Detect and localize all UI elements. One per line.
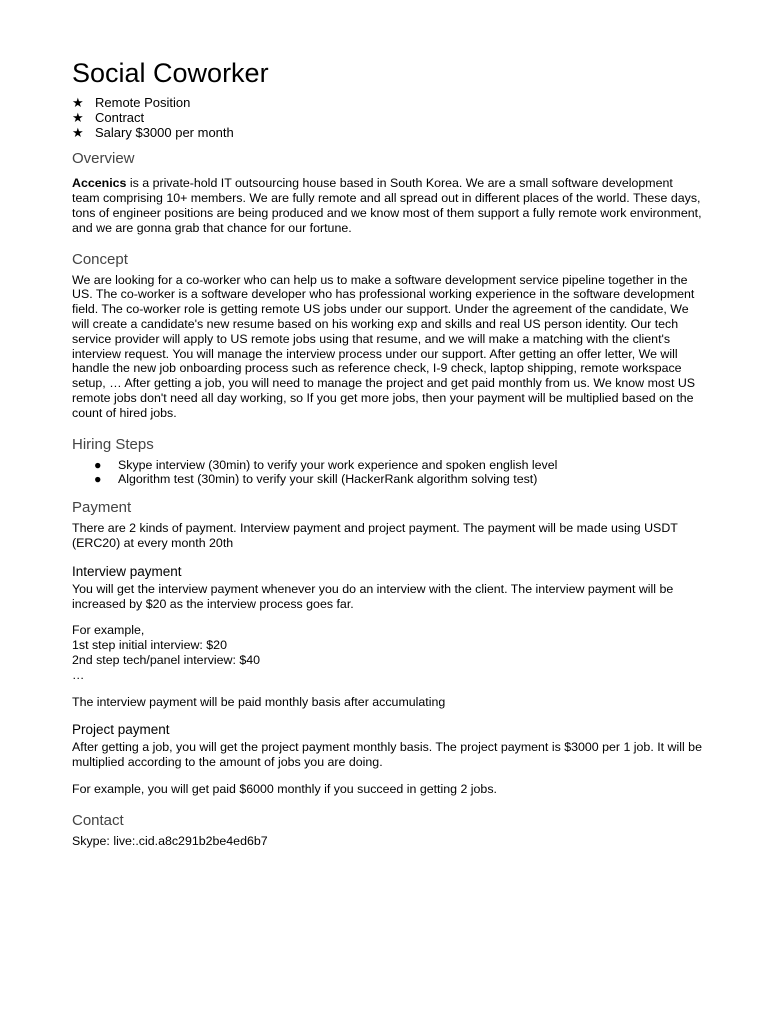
hiring-steps-heading: Hiring Steps — [72, 435, 154, 453]
contact-skype: Skype: live:.cid.a8c291b2be4ed6b7 — [72, 833, 268, 848]
star-icon: ★ — [72, 95, 84, 110]
example-line: 1st step initial interview: $20 — [72, 638, 227, 653]
document-body — [72, 56, 702, 849]
step-algorithm-test: Algorithm test (30min) to verify your skill (HackerRank algorithm solving test) — [118, 472, 538, 487]
highlight-remote: Remote Position — [95, 95, 191, 110]
concept-heading: Concept — [72, 250, 128, 268]
highlight-contract: Contract — [95, 109, 145, 125]
star-icon: ★ — [72, 124, 84, 140]
highlights-list — [72, 96, 702, 140]
list-item — [72, 472, 702, 487]
bullet-icon: ● — [94, 457, 102, 472]
hiring-steps-list — [72, 458, 702, 488]
interview-payment-note: The interview payment will be paid monthly basis after accumulating — [72, 694, 446, 709]
star-icon: ★ — [72, 109, 84, 125]
step-skype-interview: Skype interview (30min) to verify your work experience and spoken english level — [118, 457, 558, 472]
interview-payment-heading: Interview payment — [72, 563, 182, 579]
example-line: … — [72, 667, 85, 682]
overview-paragraph — [72, 176, 702, 235]
payment-heading: Payment — [72, 499, 132, 517]
list-item — [72, 111, 702, 126]
bullet-icon: ● — [94, 472, 102, 487]
list-item — [72, 96, 702, 111]
highlight-salary: Salary $3000 per month — [95, 124, 234, 140]
company-name: Accenics — [72, 176, 127, 191]
example-line: For example, — [72, 623, 145, 638]
interview-payment-text: You will get the interview payment whenever you do an interview with the client. The interview payment will be increased by $20 as the interview process goes far. — [72, 581, 674, 611]
project-payment-example: For example, you will get paid $6000 monthly if you succeed in getting 2 jobs. — [72, 781, 497, 796]
overview-text: is a private-hold IT outsourcing house based in South Korea. We are a small software development team comprising 10+ members. We are fully remote and all spread out in different places of the world. These days, tons of engineer positions are being produced and we know most of them support a fully remote work environment, and we are gonna grab that chance for our fortune. — [72, 176, 702, 235]
concept-paragraph: We are looking for a co-worker who can help us to make a software development service pipeline together in the US. The co-worker is a software developer who has professional working experience in the software development field. The co-worker role is getting remote US jobs under our support. Under the agreement of the candidate, We will create a candidate's new resume based on his working exp and skills and real US person identity. Our tech service provider will apply to US remote jobs using that resume, and we will make a matching with the client's interview request. You will manage the interview process under our support. After getting an offer letter, We will handle the new job onboarding process such as reference check, I-9 check, laptop shipping, remote workspace setup, … After getting a job, you will need to manage the project and get paid monthly from us. We know most US remote jobs don't need all day working, so If you get more jobs, then your payment will be multiplied based on the count of hired jobs. — [72, 272, 696, 420]
list-item — [72, 126, 702, 141]
project-payment-heading: Project payment — [72, 722, 170, 738]
project-payment-text: After getting a job, you will get the project payment monthly basis. The project payment is $3000 per 1 job. It will be multiplied according to the amount of jobs you are doing. — [72, 740, 702, 770]
example-line: 2nd step tech/panel interview: $40 — [72, 652, 261, 667]
payment-intro: There are 2 kinds of payment. Interview payment and project payment. The payment will be made using USDT (ERC20) at every month 20th — [72, 521, 678, 550]
list-item — [72, 458, 702, 473]
page-title: Social Coworker — [72, 58, 269, 88]
contact-heading: Contact — [72, 811, 124, 829]
overview-heading: Overview — [72, 150, 135, 168]
